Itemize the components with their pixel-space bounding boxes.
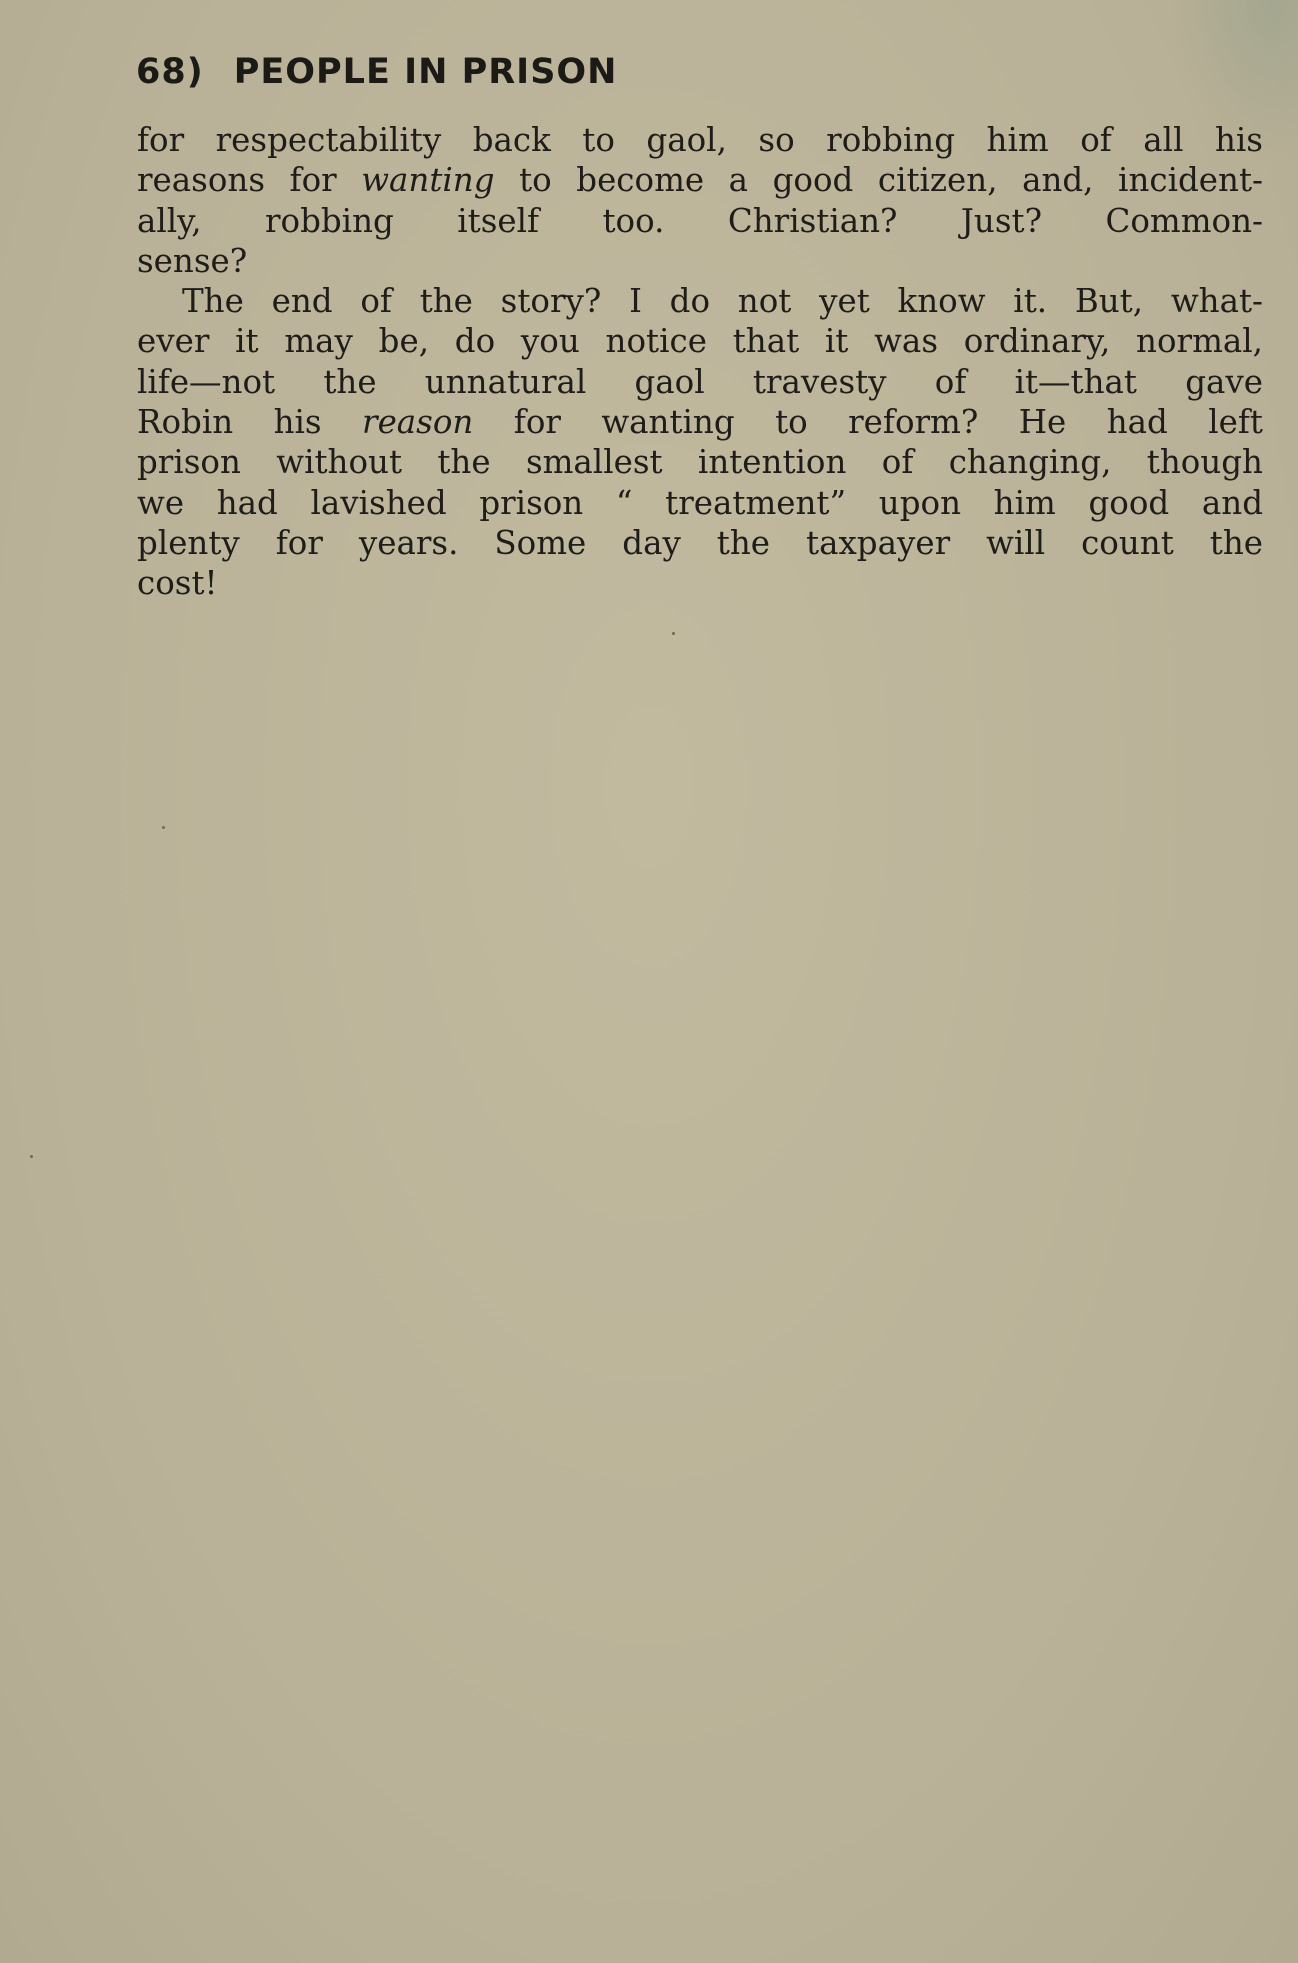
text-span: Robin his: [137, 403, 363, 442]
text-line: plenty for years. Some day the taxpayer will count the: [137, 523, 1263, 562]
page-header: [136, 52, 617, 92]
running-title: PEOPLE IN PRISON: [233, 52, 618, 92]
text-line: cost!: [137, 564, 218, 603]
emphasis-word: wanting: [361, 161, 495, 200]
paragraph-start-line: The end of the story? I do not yet know it. But, what-: [182, 282, 1263, 321]
text-span: for wanting to reform? He had left: [473, 403, 1263, 442]
paper-speck: [30, 1155, 33, 1158]
body-text: [137, 120, 1263, 604]
page-number: 68): [136, 52, 204, 92]
text-line: life—not the unnatural gaol travesty of it—that gave: [137, 362, 1263, 401]
text-span: to become a good citizen, and, incident-: [494, 161, 1263, 200]
paper-speck: [672, 632, 675, 635]
text-line: [137, 160, 1263, 200]
text-line: sense?: [137, 241, 248, 280]
paper-speck: [162, 826, 165, 829]
text-span: reasons for: [137, 161, 362, 200]
text-line: for respectability back to gaol, so robbing him of all his: [137, 121, 1263, 159]
text-line: ever it may be, do you notice that it was ordinary, normal,: [137, 322, 1263, 361]
text-line: ally, robbing itself too. Christian? Just? Common-: [137, 201, 1263, 240]
text-line: [137, 402, 1263, 442]
emphasis-word: reason: [362, 403, 474, 442]
text-line: prison without the smallest intention of changing, though: [137, 443, 1263, 482]
text-line: we had lavished prison “ treatment” upon him good and: [137, 483, 1263, 522]
